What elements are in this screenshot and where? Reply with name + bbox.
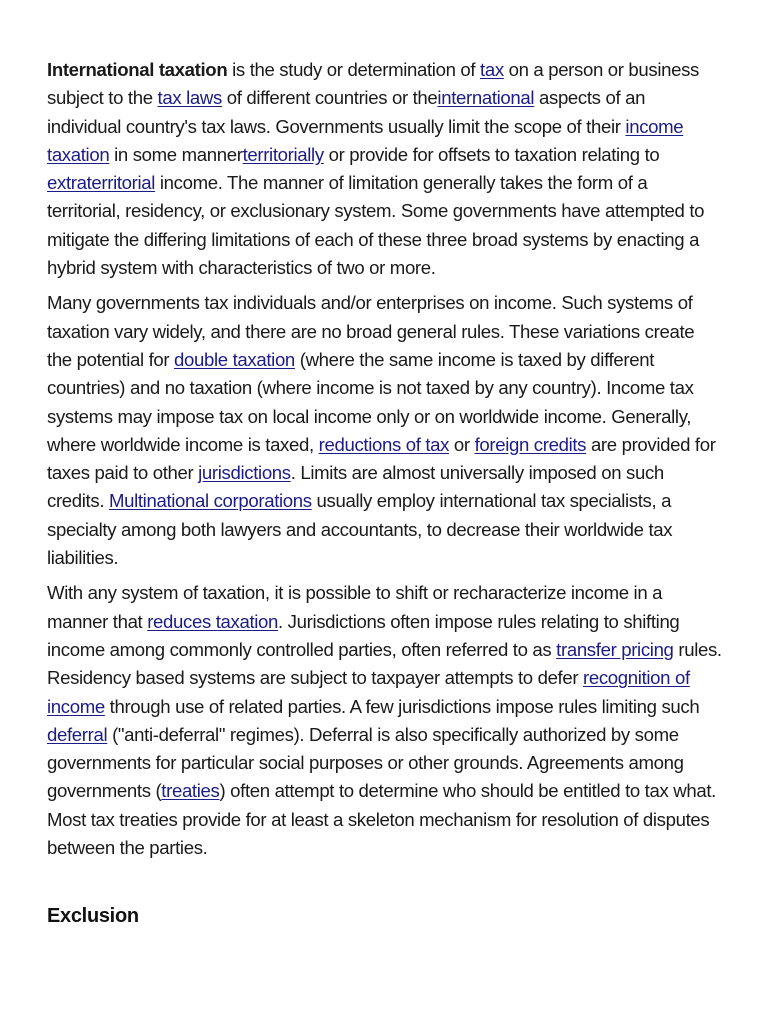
text-run: income. The manner of limitation generally takes the form of a territorial, residency, or exclusionary system. Some governments have attempted to mitigate the differing limitations of each of these three broad systems by enacting a hybrid system with characteristics of two or more. xyxy=(47,172,705,279)
text-run: Many governments tax individuals and/or enterprises on income. Such systems of taxation vary widely, and there are no broad general rules. These variations create the potential for xyxy=(47,292,695,370)
link-treaties[interactable]: treaties xyxy=(161,780,220,802)
text-run: of different countries or the xyxy=(221,87,438,109)
text-run: ("anti-deferral" regimes). Deferral is also specifically authorized by some governments for particular social purposes or other grounds. Agreements among governments ( xyxy=(47,723,684,802)
text-run: . Jurisdictions often impose rules relating to shifting income among commonly controlled parties, often referred to as xyxy=(47,610,680,660)
text-run: With any system of taxation, it is possible to shift or recharacterize income in a manner that xyxy=(47,582,663,632)
link-reduces-taxation[interactable]: reduces taxation xyxy=(147,610,279,632)
text-run: through use of related parties. A few jurisdictions impose rules limiting such xyxy=(104,695,700,717)
link-jurisdictions[interactable]: jurisdictions xyxy=(198,462,291,484)
text-run: are provided for taxes paid to other xyxy=(47,433,716,484)
link-recognition-of-income[interactable]: recognition of income xyxy=(47,667,690,717)
text-run: on a person or business subject to the xyxy=(47,59,700,109)
paragraph-double-taxation xyxy=(47,289,722,572)
text-run: aspects of an individual country's tax laws. Governments usually limit the scope of their xyxy=(47,87,646,137)
text-run: ) often attempt to determine who should be entitled to tax what. Most tax treaties provide for at least a skeleton mechanism for resolution of disputes between the parties. xyxy=(47,780,716,859)
text-run: . Limits are almost universally imposed on such credits. xyxy=(47,462,664,512)
link-international[interactable]: international xyxy=(437,87,535,109)
article-body xyxy=(47,56,722,931)
link-extraterritorial[interactable]: extraterritorial xyxy=(47,172,156,194)
paragraph-intro xyxy=(47,56,722,282)
text-run: rules. Residency based systems are subject to taxpayer attempts to defer xyxy=(47,638,722,689)
link-transfer-pricing[interactable]: transfer pricing xyxy=(556,638,674,660)
link-tax[interactable]: tax xyxy=(480,59,504,80)
paragraph-income-shifting xyxy=(47,579,722,862)
text-run: is the study or determination of xyxy=(227,59,481,80)
link-double-taxation[interactable]: double taxation xyxy=(174,348,295,370)
text-run: in some manner xyxy=(109,143,243,165)
text-run: (where the same income is taxed by different countries) and no taxation (where income is not taxed by any country). Income tax systems may impose tax on local income only or on worldwide income. Generally, where worldwide income is taxed, xyxy=(47,348,694,455)
link-tax-laws[interactable]: tax laws xyxy=(157,87,222,109)
link-deferral[interactable]: deferral xyxy=(47,723,108,745)
link-income-taxation[interactable]: income taxation xyxy=(47,115,684,165)
text-run: or xyxy=(449,433,475,455)
text-run: usually employ international tax specialists, a specialty among both lawyers and accountants, to decrease their worldwide tax liabilities. xyxy=(47,490,673,569)
link-reductions-of-tax[interactable]: reductions of tax xyxy=(318,433,450,455)
link-foreign-credits[interactable]: foreign credits xyxy=(474,433,587,455)
link-territorially[interactable]: territorially xyxy=(242,143,324,165)
text-run: or provide for offsets to taxation relating to xyxy=(323,143,660,165)
link-multinational-corporations[interactable]: Multinational corporations xyxy=(108,490,312,512)
bold-term: International taxation xyxy=(47,59,228,80)
section-heading-exclusion: Exclusion xyxy=(47,905,139,928)
